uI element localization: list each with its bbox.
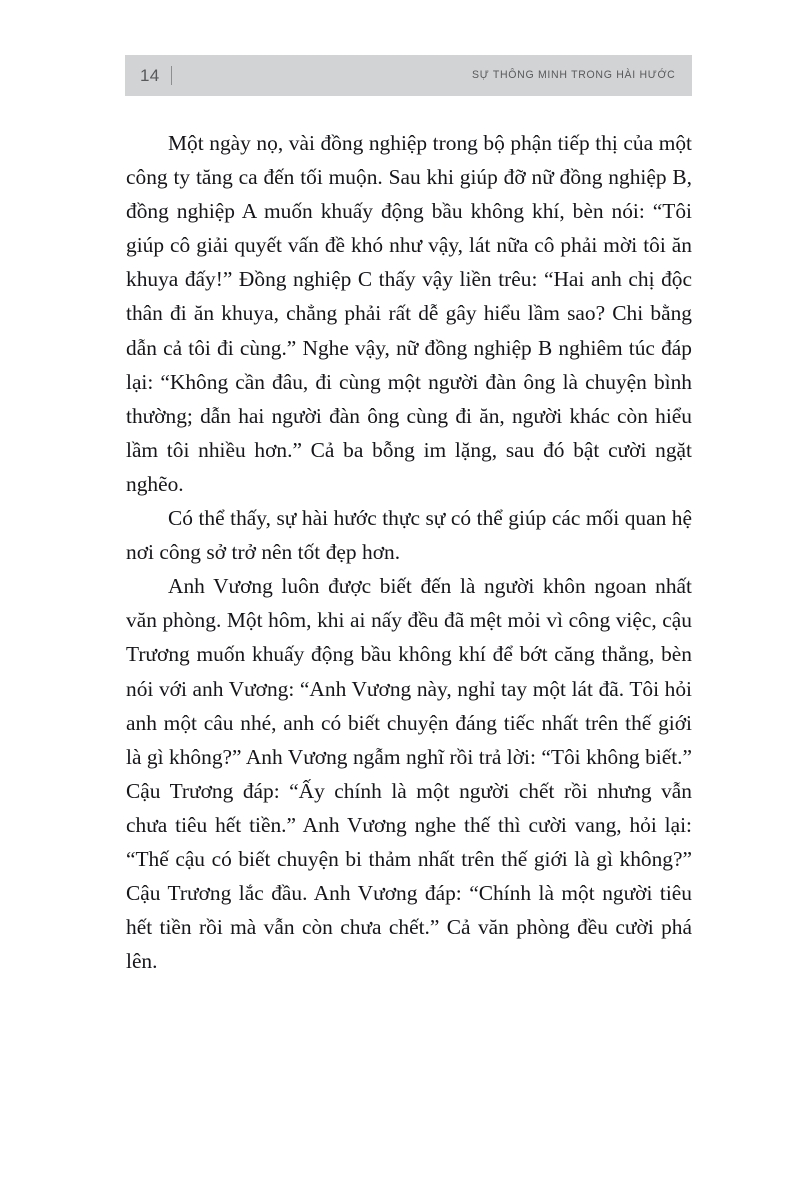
folio-group xyxy=(140,66,172,85)
page-number: 14 xyxy=(140,66,160,85)
folio-divider xyxy=(171,66,172,85)
paragraph: Anh Vương luôn được biết đến là người khôn ngoan nhất văn phòng. Một hôm, khi ai nấy đều đã mệt mỏi vì công việc, cậu Trương muốn khuấy động bầu không khí để bớt căng thẳng, bèn nói với anh Vương: “Anh Vương này, nghỉ tay một lát đã. Tôi hỏi anh một câu nhé, anh có biết chuyện đáng tiếc nhất trên thế giới là gì không?” Anh Vương ngẫm nghĩ rồi trả lời: “Tôi không biết.” Cậu Trương đáp: “Ấy chính là một người chết rồi nhưng vẫn chưa tiêu hết tiền.” Anh Vương nghe thế thì cười vang, hỏi lại: “Thế cậu có biết chuyện bi thảm nhất trên thế giới là gì không?” Cậu Trương lắc đầu. Anh Vương đáp: “Chính là một người tiêu hết tiền rồi mà vẫn còn chưa chết.” Cả văn phòng đều cười phá lên. xyxy=(126,574,692,974)
running-header xyxy=(125,55,692,96)
body-text xyxy=(126,126,692,978)
book-title: SỰ THÔNG MINH TRONG HÀI HƯỚC xyxy=(471,68,675,81)
paragraph: Một ngày nọ, vài đồng nghiệp trong bộ phận tiếp thị của một công ty tăng ca đến tối muộn. Sau khi giúp đỡ nữ đồng nghiệp B, đồng nghiệp A muốn khuấy động bầu không khí, bèn nói: “Tôi giúp cô giải quyết vấn đề khó như vậy, lát nữa cô phải mời tôi ăn khuya đấy!” Đồng nghiệp C thấy vậy liền trêu: “Hai anh chị độc thân đi ăn khuya, chẳng phải rất dễ gây hiểu lầm sao? Chi bằng dẫn cả tôi đi cùng.” Nghe vậy, nữ đồng nghiệp B nghiêm túc đáp lại: “Không cần đâu, đi cùng một người đàn ông là chuyện bình thường; dẫn hai người đàn ông cùng đi ăn, người khác còn hiểu lầm tôi nhiều hơn.” Cả ba bỗng im lặng, sau đó bật cười ngặt nghẽo. xyxy=(126,131,692,496)
paragraph: Có thể thấy, sự hài hước thực sự có thể giúp các mối quan hệ nơi công sở trở nên tốt đẹp hơn. xyxy=(126,506,692,565)
